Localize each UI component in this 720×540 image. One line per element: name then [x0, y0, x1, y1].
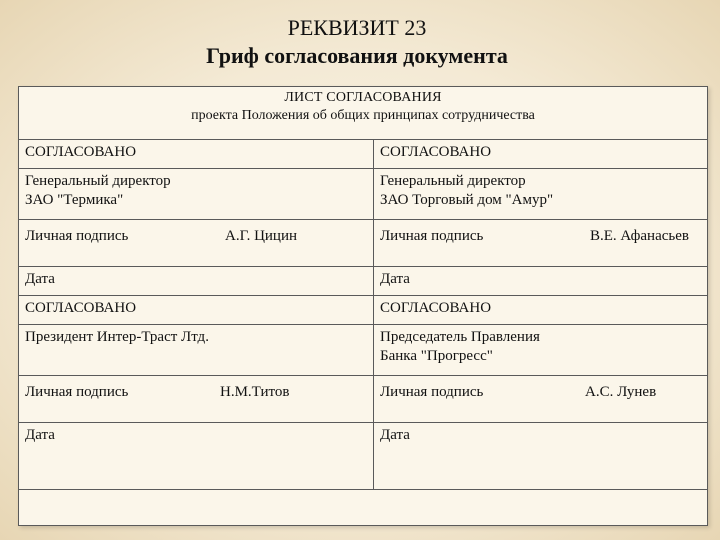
signature-label: Личная подпись — [380, 228, 484, 244]
table-row — [19, 423, 708, 490]
table-row — [19, 376, 708, 423]
approved-cell: СОГЛАСОВАНО — [19, 140, 374, 169]
table-row — [19, 296, 708, 325]
approved-cell: СОГЛАСОВАНО — [19, 296, 374, 325]
position-line: ЗАО "Термика" — [25, 192, 124, 208]
slide-title-block — [0, 14, 720, 70]
sheet-heading: ЛИСТ СОГЛАСОВАНИЯ — [284, 90, 442, 105]
position-line: Банка "Прогресс" — [380, 348, 493, 364]
approved-cell: СОГЛАСОВАНО — [374, 296, 708, 325]
position-line: Генеральный директор — [380, 173, 526, 189]
signature-cell — [374, 376, 708, 423]
table-row — [19, 220, 708, 267]
position-cell — [19, 325, 374, 376]
signer-name: А.С. Лунев — [585, 384, 657, 400]
signature-cell — [19, 220, 374, 267]
signature-label: Личная подпись — [25, 384, 129, 400]
signer-name: А.Г. Цицин — [225, 228, 298, 244]
signer-name: В.Е. Афанасьев — [590, 228, 689, 244]
position-line: ЗАО Торговый дом "Амур" — [380, 192, 554, 208]
table-row — [19, 267, 708, 296]
sheet-header — [19, 87, 707, 125]
position-cell — [19, 169, 374, 220]
table-row — [19, 169, 708, 220]
approved-cell: СОГЛАСОВАНО — [374, 140, 708, 169]
position-line: Председатель Правления — [380, 329, 540, 345]
slide-subtitle: Гриф согласования документа — [206, 43, 508, 68]
slide-title: РЕКВИЗИТ 23 — [287, 15, 427, 40]
signature-cell — [19, 376, 374, 423]
position-line: Генеральный директор — [25, 173, 171, 189]
approval-sheet — [18, 86, 708, 526]
table-row — [19, 325, 708, 376]
position-cell — [374, 169, 708, 220]
signer-name: Н.М.Титов — [220, 384, 290, 400]
date-cell: Дата — [374, 267, 708, 296]
table-row — [19, 140, 708, 169]
signature-label: Личная подпись — [25, 228, 129, 244]
date-cell: Дата — [374, 423, 708, 490]
approval-table — [18, 139, 708, 490]
date-cell: Дата — [19, 423, 374, 490]
position-line: Президент Интер-Траст Лтд. — [25, 329, 209, 345]
date-cell: Дата — [19, 267, 374, 296]
signature-cell — [374, 220, 708, 267]
position-cell — [374, 325, 708, 376]
sheet-subheading: проекта Положения об общих принципах сотрудничества — [191, 108, 535, 123]
signature-label: Личная подпись — [380, 384, 484, 400]
